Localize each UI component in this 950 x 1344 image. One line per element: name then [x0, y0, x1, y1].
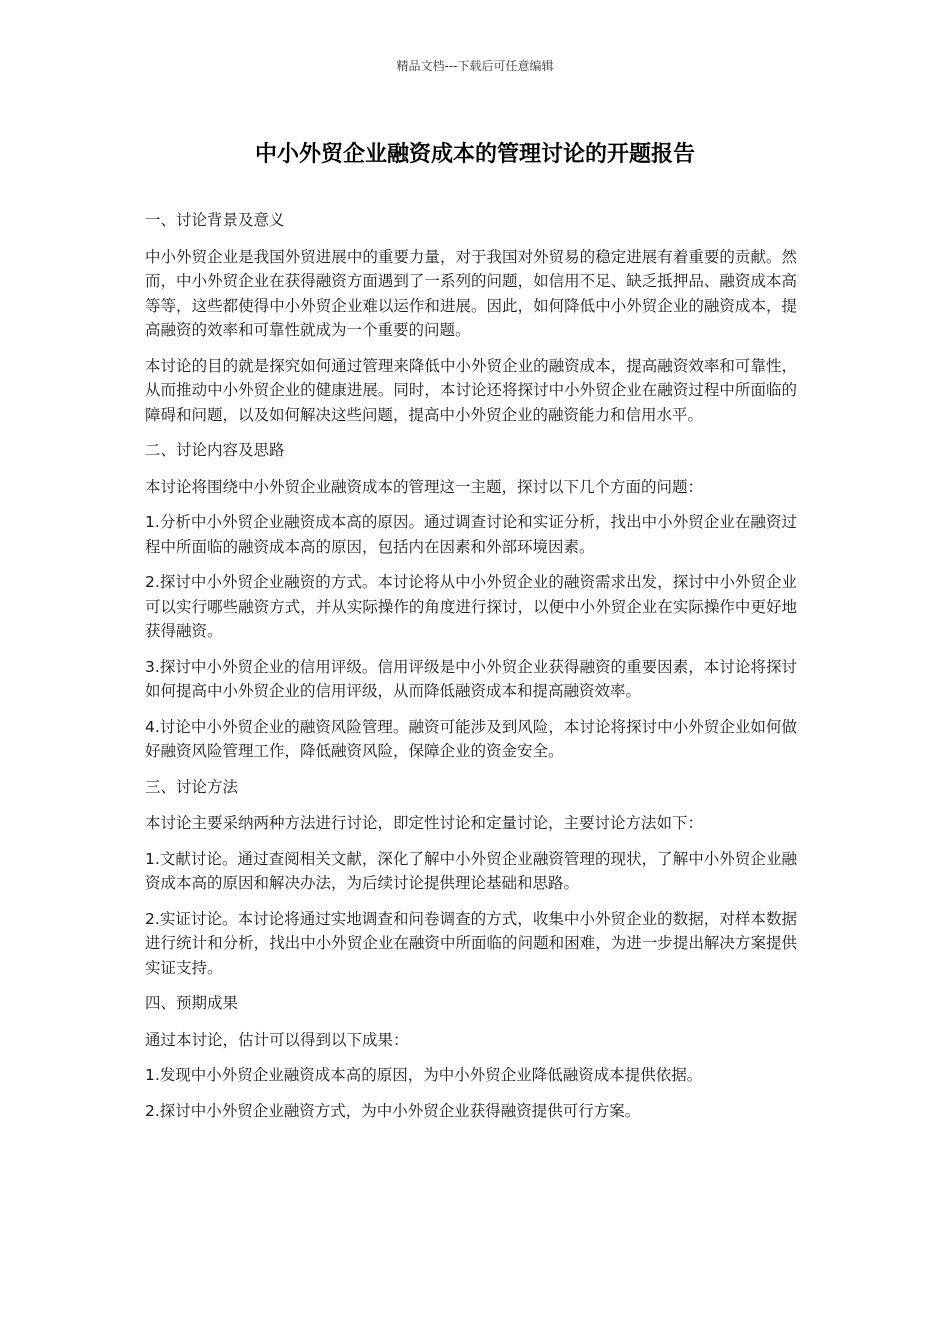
paragraph: 通过本讨论，估计可以得到以下成果： — [145, 1030, 409, 1049]
paragraph: 2.探讨中小外贸企业融资方式，为中小外贸企业获得融资提供可行方案。 — [145, 1101, 641, 1120]
header-note: 精品文档---下载后可任意编辑 — [396, 59, 554, 73]
document-body — [145, 208, 797, 1134]
paragraph: 本讨论的目的就是探究如何通过管理来降低中小外贸企业的融资成本，提高融资效率和可靠性，从而推动中小外贸企业的健康进展。同时，本讨论还将探讨中小外贸企业在融资过程中所面临的障碍和问题，以及如何解决这些问题，提高中小外贸企业的融资能力和信用水平。 — [145, 356, 797, 424]
document-title: 中小外贸企业融资成本的管理讨论的开题报告 — [254, 142, 695, 167]
section-heading-content: 二、讨论内容及思路 — [145, 441, 285, 459]
paragraph: 本讨论将围绕中小外贸企业融资成本的管理这一主题，探讨以下几个方面的问题： — [145, 477, 704, 496]
paragraph: 2.探讨中小外贸企业融资的方式。本讨论将从中小外贸企业的融资需求出发，探讨中小外贸企业可以实行哪些融资方式，并从实际操作的角度进行探讨，以便中小外贸企业在实际操作中更好地获得融资。 — [145, 573, 797, 640]
paragraph: 1.分析中小外贸企业融资成本高的原因。通过调查讨论和实证分析，找出中小外贸企业在融资过程中所面临的融资成本高的原因，包括内在因素和外部环境因素。 — [145, 513, 797, 556]
paragraph: 中小外贸企业是我国外贸进展中的重要力量，对于我国对外贸易的稳定进展有着重要的贡献。然而，中小外贸企业在获得融资方面遇到了一系列的问题，如信用不足、缺乏抵押品、融资成本高等等，这些都使得中小外贸企业难以运作和进展。因此，如何降低中小外贸企业的融资成本，提高融资的效率和可靠性就成为一个重要的问题。 — [145, 247, 797, 339]
section-heading-background: 一、讨论背景及意义 — [145, 211, 285, 229]
paragraph: 1.发现中小外贸企业融资成本高的原因，为中小外贸企业降低融资成本提供依据。 — [145, 1066, 703, 1084]
paragraph: 1.文献讨论。通过查阅相关文献，深化了解中小外贸企业融资管理的现状，了解中小外贸企业融资成本高的原因和解决办法，为后续讨论提供理论基础和思路。 — [145, 849, 797, 892]
section-heading-outcomes: 四、预期成果 — [145, 994, 239, 1012]
paragraph: 本讨论主要采纳两种方法进行讨论，即定性讨论和定量讨论，主要讨论方法如下： — [145, 814, 704, 832]
section-heading-methods: 三、讨论方法 — [145, 777, 239, 796]
paragraph: 3.探讨中小外贸企业的信用评级。信用评级是中小外贸企业获得融资的重要因素，本讨论将探讨如何提高中小外贸企业的信用评级，从而降低融资成本和提高融资效率。 — [145, 657, 797, 700]
paragraph: 4.讨论中小外贸企业的融资风险管理。融资可能涉及到风险，本讨论将探讨中小外贸企业如何做好融资风险管理工作，降低融资风险，保障企业的资金安全。 — [145, 717, 797, 760]
paragraph: 2.实证讨论。本讨论将通过实地调查和问卷调查的方式，收集中小外贸企业的数据，对样本数据进行统计和分析，找出中小外贸企业在融资中所面临的问题和困难，为进一步提出解决方案提供实证支持。 — [145, 909, 797, 977]
